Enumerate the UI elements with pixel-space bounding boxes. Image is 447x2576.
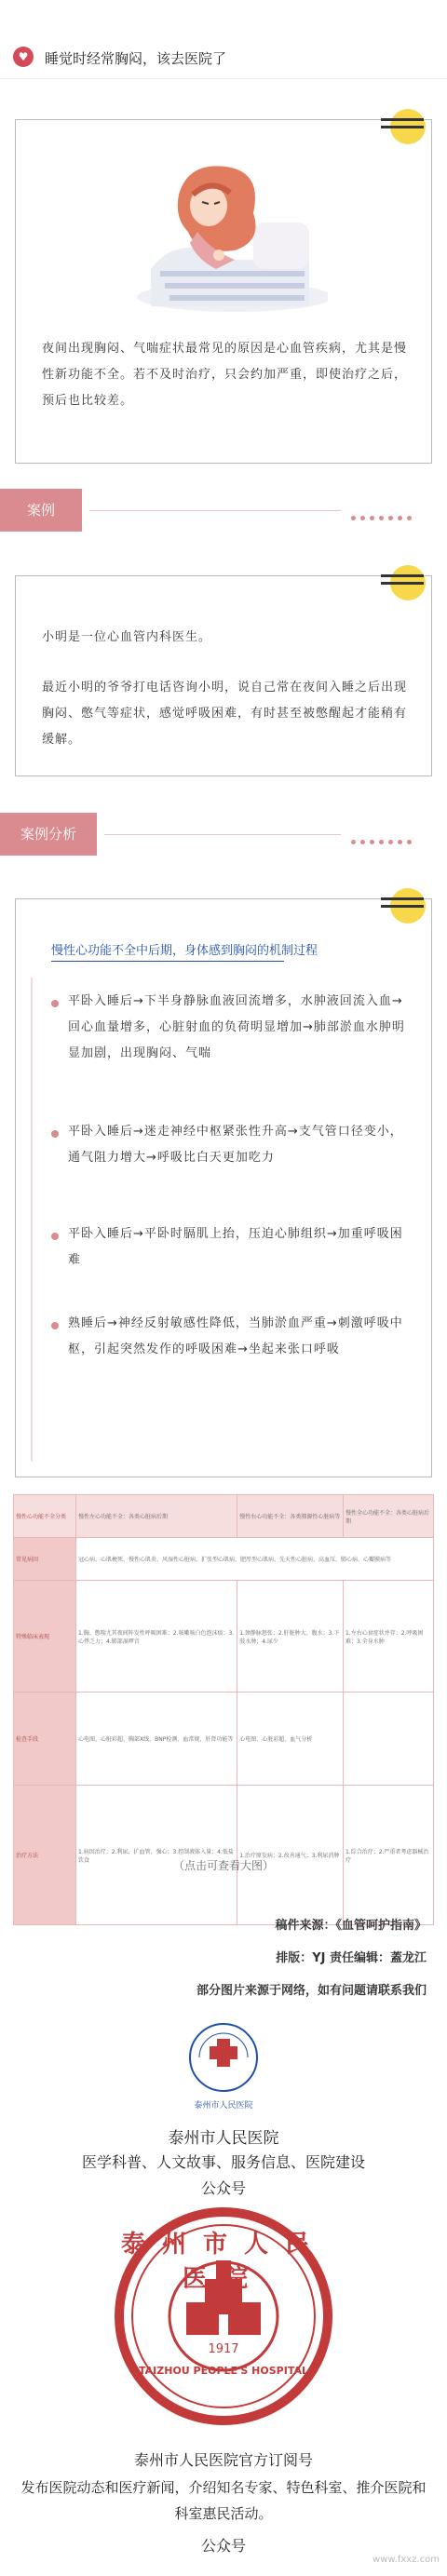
stripe-decoration [381,126,424,128]
intro-paragraph: 夜间出现胸闷、气喘症状最常见的原因是心血管疾病，尤其是慢性新功能不全。若不及时治疗，只会约加严重，即使治疗之后，预后也比较差。 [42,342,408,408]
table-header-cell: 慢性左心功能不全：各类心脏病后期 [76,1495,237,1538]
account-description: 医学科普、人文故事、服务信息、医院建设 [81,2153,365,2171]
woman-with-heart-pain-illustration [123,157,328,316]
bullet-dot-icon [51,1000,59,1007]
analysis-bullet-4: 熟睡后→神经反射敏感性降低，当肺淤血严重→刺激呼吸中枢，引起突然发作的呼吸困难→坐起来张口呼吸 [68,1316,403,1356]
watermark: www.fxxz.com [372,2555,440,2565]
article-header [0,0,447,67]
table-cell: 心电图、心脏彩超、胸部X线、BNP检测、血常规、肝肾功能等 [76,1693,237,1786]
bullet-dot-icon [51,1322,59,1329]
case-tag-line [89,510,341,511]
table-cell [343,1693,433,1786]
account-type: 公众号 [200,2179,246,2197]
table-header-cell: 慢性心功能不全分类 [14,1495,76,1538]
stripe-decoration [381,582,424,585]
case-card [15,575,432,776]
bullet-dot-icon [51,1233,59,1240]
account-name: 泰州市人民医院 [168,2129,279,2148]
table-cell: 1.治疗原发病；2.改善通气；3.利尿消肿 [237,1786,344,1925]
credit-notice: 部分图片来源于网络，如有问题请联系我们 [196,1984,427,1998]
subscription-description: 发布医院动态和医疗新闻，介绍知名专家、特色科室、推介医院和科室惠民活动。 [20,2479,427,2522]
table-row-label: 常见病因 [14,1538,76,1581]
seal-bottom-text: TAIZHOU PEOPLE'S HOSPITAL [139,2365,308,2377]
hospital-logo-icon [186,2020,261,2095]
analysis-tag-line [104,834,341,835]
table-cell: 心电图、心脏彩超、血气分析 [237,1693,344,1786]
header-divider [0,78,447,79]
stripe-decoration [381,118,424,121]
heart-icon: ♥ [13,47,34,67]
table-cell: 1.颈静脉怒张；2.肝脏肿大、腹水；3.下肢水肿；4.尿少 [237,1581,344,1693]
table-row-label: 特殊临床表现 [14,1581,76,1693]
table-cell: 1.左右心衰症状并存；2.呼吸困难；3.全身水肿 [343,1581,433,1693]
table-cell: 1.胸、憋喘尤其夜间阵发性呼吸困难；2.咳嗽咳白色泡沫痰；3.心悸乏力；4.肺部湿啰音 [76,1581,237,1693]
table-header-cell: 慢性全心功能不全：各类心脏病后期 [343,1495,433,1538]
analysis-section-tag: 案例分析 [0,813,97,856]
seal-year: 1917 [208,2342,239,2356]
table-header-cell: 慢性右心功能不全：各类肺源性心脏病等 [237,1495,344,1538]
article-title: 睡觉时经常胸闷，该去医院了 [45,50,227,67]
analysis-bullet-2: 平卧入睡后→迷走神经中枢紧张性升高→支气管口径变小，通气阻力增大→呼吸比白天更加吃力 [68,1125,403,1165]
table-row-label: 检查手段 [14,1693,76,1786]
subscription-type: 公众号 [200,2537,246,2555]
case-section-tag: 案例 [0,489,82,532]
subscription-name: 泰州市人民医院官方订阅号 [133,2451,313,2469]
subtitle-underline [51,961,284,962]
table-cell: 1.综合治疗；2.严重者考虑器械治疗 [343,1786,433,1925]
case-paragraph-2: 最近小明的爷爷打电话咨询小明，说自己常在夜间入睡之后出现胸闷、憋气等症状，感觉呼吸困难，有时甚至被憋醒起才能稍有缓解。 [42,681,408,747]
stripe-decoration [381,897,424,900]
analysis-left-border [31,978,33,1462]
seal-top-text: 泰州市人民医院 [120,2231,326,2293]
intro-card [15,119,432,464]
case-tag-dots [346,506,412,524]
logo-caption: 泰州市人民医院 [194,2101,253,2111]
table-cell: 冠心病、心肌梗死、慢性心肌炎、风湿性心脏病、扩张型心肌病、肥厚型心肌病、先天性心脏病、高血压、肺心病、心瓣膜病等 [76,1538,434,1581]
credit-editor: 排版：YJ 责任编辑：蓋龙江 [276,1951,427,1965]
stripe-decoration [381,905,424,908]
stripe-decoration [381,574,424,577]
table-caption: （点击可查看大图） [172,1859,274,1872]
analysis-subtitle: 慢性心功能不全中后期，身体感到胸闷的机制过程 [51,944,318,958]
table-row-label: 治疗方法 [14,1786,76,1925]
case-paragraph-1: 小明是一位心血管内科医生。 [42,630,212,644]
analysis-tag-dots [346,830,412,848]
analysis-bullet-1: 平卧入睡后→下半身静脉血液回流增多，水肿液回流入血→回心血量增多，心脏射血的负荷明显增加→肺部淤血水肿明显加剧，出现胸闷、气喘 [68,994,405,1060]
analysis-card [15,898,432,1477]
credit-source: 稿件来源：《血管呵护指南》 [275,1919,427,1933]
analysis-bullet-3: 平卧入睡后→平卧时膈肌上抬，压迫心肺组织→加重呼吸困难 [68,1227,403,1267]
table-cell: 1.病因治疗；2.利尿、扩血管、强心；3.控制液体入量；4.低盐饮食 [76,1786,237,1925]
bullet-dot-icon [51,1130,59,1138]
